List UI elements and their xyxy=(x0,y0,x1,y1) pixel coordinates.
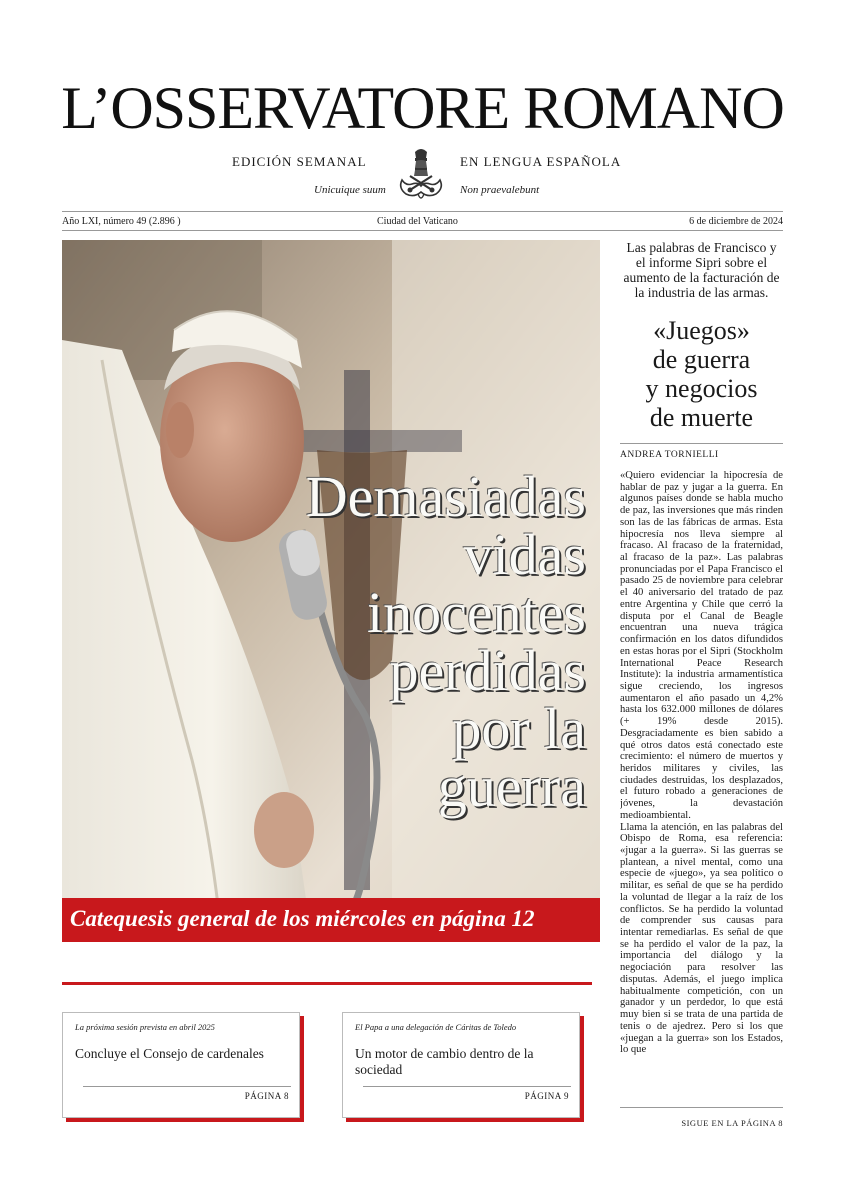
catechesis-banner[interactable] xyxy=(62,898,600,942)
hero-photo xyxy=(62,240,600,942)
hero-headline-line: vidas xyxy=(463,522,586,587)
teaser-title: Concluye el Consejo de cardenales xyxy=(75,1046,264,1061)
motto-right: Non praevalebunt xyxy=(460,184,540,196)
article-headline[interactable] xyxy=(620,316,783,432)
teaser-box[interactable] xyxy=(342,1012,580,1118)
language-label: EN LENGUA ESPAÑOLA xyxy=(460,154,622,169)
article-paragraph: «Quiero evidenciar la hipocresía de hablar de paz y jugar a la guerra. En algunos países donde se habla mucho de paz, las inversiones que más rinden son las de las fábricas de armas. Esta hipocresía nos lleva siempre al fracaso. Al fracaso de la fraternidad, al fracaso de la paz». Las palabras pronunciadas por el Papa Francisco el pasado 25 de noviembre para celebrar el 40 aniversario del tratado de paz entre Argentina y Chile que cerró la disputa por el Canal de Beagle encuentran una nueva trágica confirmación en los datos difundidos en estas horas por el Sipri (Stockholm International Peace Research Institute): la industria armamentística sigue creciendo, los ingresos aumentaron el año pasado un 4,2% hasta los 632.000 millones de dólares (+ 19% desde 2015). Desgraciadamente es bien sabido a qué otros datos está conectado este crecimiento: el número de muertos y heridos militares y civiles, las ciudades destruidas, los desplazados, el futuro robado a generaciones de jóvenes, la devastación medioambiental. xyxy=(620,470,783,821)
catechesis-banner-label: Catequesis general de los miércoles en página 12 xyxy=(70,906,535,931)
teaser-rule xyxy=(363,1086,571,1087)
hero-headline-line: perdidas xyxy=(389,638,586,703)
papal-emblem-icon xyxy=(396,146,446,204)
infobar-rule xyxy=(62,230,783,231)
motto-left: Unicuique suum xyxy=(314,184,386,196)
teaser-box[interactable] xyxy=(62,1012,300,1118)
masthead-title: L’OSSERVATORE ROMANO xyxy=(61,75,784,141)
hero-headline-line: Demasiadas xyxy=(305,464,586,529)
article-headline-line: y negocios xyxy=(645,374,758,403)
article-intro: Las palabras de Francisco y el informe Sipri sobre el aumento de la facturación de la industria de las armas. xyxy=(623,240,780,300)
hero-headline-line: por la xyxy=(452,696,586,761)
article-byline: ANDREA TORNIELLI xyxy=(620,450,719,460)
teaser-rule xyxy=(83,1086,291,1087)
teaser-kicker: La próxima sesión prevista en abril 2025 xyxy=(75,1022,215,1032)
article-headline-line: «Juegos» xyxy=(653,316,750,345)
hero-headline-line: guerra xyxy=(437,754,586,819)
continued-link[interactable]: SIGUE EN LA PÁGINA 8 xyxy=(681,1118,783,1128)
teaser-kicker: El Papa a una delegación de Cáritas de Toledo xyxy=(355,1022,517,1032)
date: 6 de diciembre de 2024 xyxy=(689,216,783,227)
red-divider xyxy=(62,982,592,985)
top-rule xyxy=(62,211,783,212)
hero-headline xyxy=(166,464,586,819)
issue-number: Año LXI, número 49 (2.896 ) xyxy=(62,216,181,227)
article-end-rule xyxy=(620,1107,783,1108)
byline-rule xyxy=(620,443,783,444)
article-body xyxy=(620,470,783,1090)
edition-label: EDICIÓN SEMANAL xyxy=(232,154,367,169)
article-paragraph: Llama la atención, en las palabras del Obispo de Roma, esa referencia: «jugar a la guerra». Si las guerras se plantean, a nivel mental, como una especie de «juego», ya sea político o militar, es señal de que se ha perdido la voluntad de llegar a la raíz de los conflictos. Se ha perdido la voluntad de comprender sus causas para intentar remediarlas. Es señal de que se ha perdido el valor de la paz, la importancia del diálogo y la negociación para resolver las disputas. Además, el juego implica habitualmente competición, con un ganador y un perdedor, lo que está muy bien si se trata de una partida de tenis o de ajedrez. Pero si los que «juegan a la guerra» son los Estados, lo que xyxy=(620,821,783,1056)
article-headline-line: de guerra xyxy=(652,345,751,374)
teaser-page-ref: PÁGINA 8 xyxy=(244,1091,289,1101)
hero-headline-line: inocentes xyxy=(366,580,586,645)
teaser-title: Un motor de cambio dentro de la sociedad xyxy=(355,1046,534,1077)
article-headline-line: de muerte xyxy=(649,403,754,432)
teaser-page-ref: PÁGINA 9 xyxy=(524,1091,569,1101)
place: Ciudad del Vaticano xyxy=(377,216,458,227)
